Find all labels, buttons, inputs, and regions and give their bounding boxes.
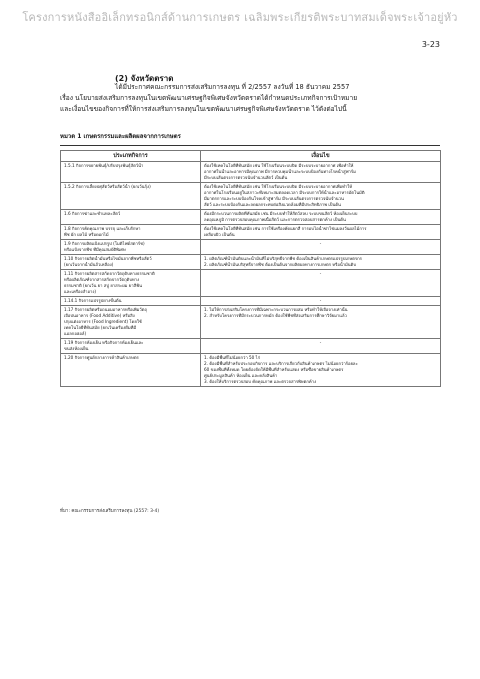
business-type-text: หรือผลิตภัณฑ์จากสารสกัดจากวัตถุดิบทาง: [64, 277, 140, 282]
business-type-text: แอลกอฮอล์): [64, 331, 87, 336]
condition-cell: [201, 297, 441, 306]
intro-line: เรื่อง นโยบายส่งเสริมการลงทุนในเขตพัฒนาเศรษฐกิจพิเศษจังหวัดตราดได้กำหนดประเภทกิจการเป้าหมาย: [60, 94, 358, 102]
business-type-cell: [61, 270, 201, 297]
business-type-cell: [61, 255, 201, 270]
condition-cell: [201, 210, 441, 225]
page-number: 3-23: [421, 40, 440, 49]
table-title-text: หมวด 1 เกษตรกรรมและผลิตผลจากการเกษตร: [60, 133, 181, 140]
condition-cell: [201, 270, 441, 297]
condition-cell: [201, 339, 441, 354]
title-rule: [60, 145, 440, 146]
condition-cell: [201, 354, 441, 387]
business-type-cell: [61, 210, 201, 225]
condition-text: ต้องใช้เทคโนโลยีที่ทันสมัย เช่น ใช้โรงเรือนระบบปิด มีระบบระบายอากาศ เพื่อทำให้: [204, 163, 354, 168]
business-type-text: 1.9 กิจการผลิตแป้งแปรรูป (โมดิไฟด์สตาร์ช): [64, 241, 145, 246]
business-type-text: ขนส่งห้องเย็น: [64, 346, 89, 351]
condition-text: มีมาตรการและระบบป้องกันโรคเข้าสู่ฟาร์ม มีระบบเส้นตรงการตรวจนับจำนวน: [204, 196, 344, 201]
business-type-cell: [61, 306, 201, 339]
business-type-text: 1.5.1 กิจการขยายพันธุ์/ปรับปรุงพันธุ์สัตว์น้ำ: [64, 163, 144, 168]
header-conditions: เงื่อนไข: [201, 151, 441, 162]
table-row: [61, 183, 441, 210]
business-type-cell: [61, 162, 201, 183]
table-row: [61, 270, 441, 297]
table-row: [61, 225, 441, 240]
table-row: [61, 306, 441, 339]
intro-line: ได้มีประกาศคณะกรรมการส่งเสริมการลงทุน ที่ 2/2557 ลงวันที่ 18 ธันวาคม 2557: [115, 83, 350, 91]
table-row: [61, 297, 441, 306]
condition-cell: [201, 162, 441, 183]
business-type-text: (ยกเว้นจากน้ำมันถั่วเหลือง): [64, 262, 114, 267]
business-type-cell: [61, 183, 201, 210]
condition-text: 2. สำหรับโครงการที่มีกระบวนการหมัก ต้องใช้พืชที่ส่งเสริมการศึกษาวิจัยมาแล้ว: [204, 313, 347, 318]
business-type-text: 1.5.2 กิจการเลี้ยงปศุสัตว์หรือสัตว์น้ำ (ยกเว้นกุ้ง): [64, 184, 151, 189]
condition-text: -: [319, 298, 322, 303]
business-type-text: ธรรมชาติ (ยกเว้น ยา สบู่ ยาสระผม ยาสีฟัน: [64, 283, 142, 288]
business-type-cell: [61, 339, 201, 354]
business-type-text: 1.10 กิจการผลิตน้ำมันหรือไขมันจากพืชหรือสัตว์: [64, 256, 152, 261]
header-business-type: ประเภทกิจการ: [61, 151, 201, 162]
table-row: [61, 162, 441, 183]
condition-text: ต้องมีกระบวนการผลิตที่ทันสมัย เช่น มีระบบทำให้สัตว์สลบ ระบบขนสัตว์ ห้องเย็นระบบ: [204, 211, 358, 216]
business-type-text: 1.17 กิจการผลิตหรือถนอมอาหารหรือเพิ่มวัตถุ: [64, 307, 148, 312]
business-type-text: เจือปนอาหาร (Food Additive) หรือสิ่ง: [64, 313, 135, 318]
condition-text: อากาศในน้ำและอาหารมีคุณภาพ มีการควบคุมน้ำและระบบป้องกันทางโรคน้ำสู่ฟาร์ม: [204, 169, 356, 174]
business-type-text: 1.14.1 กิจการแปรรูปยางขั้นต้น: [64, 298, 122, 303]
business-type-cell: [61, 225, 201, 240]
condition-text: -: [319, 241, 322, 246]
business-type-cell: [61, 297, 201, 306]
condition-text: เคลือบผิว เป็นต้น: [204, 232, 235, 237]
intro-paragraph: [60, 82, 440, 115]
condition-text: มีระบบเส้นตรงการตรวจนับจำนวนสัตว์ เป็นต้น: [204, 175, 288, 180]
business-type-text: พืช ผัก ผลไม้ หรือดอกไม้: [64, 232, 109, 237]
table-row: [61, 255, 441, 270]
condition-cell: [201, 255, 441, 270]
condition-text: ศูนย์ประมูลสินค้า ห้องเย็น และคลังสินค้า: [204, 373, 278, 378]
condition-text: 3. ต้องให้บริการตรวจสอบ คัดคุณภาพ และตรวจสารพิษตกค้าง: [204, 379, 317, 384]
business-type-text: 1.6 กิจการฆ่าและชำแหละสัตว์: [64, 211, 121, 216]
condition-cell: [201, 225, 441, 240]
condition-text: 1. ต้องมีพื้นที่ไม่น้อยกว่า 50 ไร่: [204, 355, 261, 360]
business-type-text: หรือแป้งจากพืช ที่มีคุณสมบัติพิเศษ: [64, 247, 126, 252]
table-row: [61, 354, 441, 387]
condition-text: 1. ไม่ให้การส่งเสริมโครงการที่มีเฉพาะกระบวนการผสม หรือทำให้เจือจางเท่านั้น: [204, 307, 348, 312]
business-type-text: 1.19 กิจการห้องเย็น หรือกิจการห้องเย็นและ: [64, 340, 144, 345]
section-heading: (2) จังหวัดตราด: [115, 74, 174, 83]
condition-text: 2. ต้องมีพื้นที่สำหรับประกอบกิจการ และบริการเกี่ยวกับสินค้าเกษตร ไม่น้อยกว่าร้อยละ: [204, 361, 358, 366]
condition-text: 2. ผลิตภัณฑ์น้ำมันบริสุทธิ์จากพืช ต้องเป็นต้นจากผลิตผลทางการเกษตร หรือน้ำมันดิบ: [204, 262, 357, 267]
table-row: [61, 240, 441, 255]
business-type-text: ปรุงแต่งอาหาร (Food Ingredient) โดยใช้: [64, 319, 142, 324]
business-type-cell: [61, 354, 201, 387]
intro-line: และเงื่อนไขของกิจการที่ให้การส่งเสริมการลงทุนในเขตพัฒนาเศรษฐกิจพิเศษจังหวัดตราด ไว้ดังต่อไปนี้: [60, 105, 347, 113]
condition-text: ลดอุณหภูมิ การตรวจสอบคุณภาพเนื้อสัตว์ และการตรวจสอบสารตกค้าง เป็นต้น: [204, 217, 346, 222]
business-type-text: 1.11 กิจการผลิตสารสกัดจากวัตถุดิบทางธรรมชาติ: [64, 271, 155, 276]
watermark: โครงการหนังสืออิเล็กทรอนิกส์ด้านการเกษตร เฉลิมพระเกียรติพระบาทสมเด็จพระเจ้าอยู่หัว: [22, 11, 458, 24]
condition-cell: [201, 183, 441, 210]
condition-text: -: [319, 340, 322, 345]
table-row: [61, 339, 441, 354]
conditions-table: [60, 150, 441, 387]
condition-text: 60 ของพื้นที่ทั้งหมด โดยต้องจัดให้มีพื้นที่สำหรับแสดง หรือซื้อขายสินค้าเกษตร: [204, 367, 344, 372]
table-body: [61, 162, 441, 387]
business-type-text: 1.8 กิจการคัดคุณภาพ บรรจุ และเก็บรักษา: [64, 226, 141, 231]
table-header-row: [61, 151, 441, 162]
condition-text: ต้องใช้เทคโนโลยีที่ทันสมัย เช่น การใช้เครื่องคัดแยกสี การอบไอน้ำฆ่าไข่แมลงวันผลไม้การ: [204, 226, 367, 231]
source-footnote: ที่มา: คณะกรรมการส่งเสริมการลงทุน (2557: 3-4): [60, 509, 160, 514]
business-type-text: 1.20 กิจการศูนย์กลางการค้าสินค้าเกษตร: [64, 355, 139, 360]
condition-text: ต้องใช้เทคโนโลยีที่ทันสมัย เช่น ใช้โรงเรือนระบบปิด มีระบบระบายอากาศเพื่อทำให้: [204, 184, 353, 189]
condition-text: สัตว์ และระบบป้องกันและลดผลกระทบต่อสิ่งแวดล้อมที่มีประสิทธิภาพ เป็นต้น: [204, 202, 341, 207]
condition-text: 1. ผลิตภัณฑ์น้ำมันดิบและน้ำมันที่ไม่บริสุทธิ์จากพืช ต้องเป็นสินค้าเกษตรแปรรูปเกษตรกร: [204, 256, 362, 261]
business-type-text: และเครื่องสำอาง): [64, 289, 97, 294]
condition-cell: [201, 240, 441, 255]
business-type-text: เทคโนโลยีที่ทันสมัย (ยกเว้นเครื่องดื่มที่มี: [64, 325, 137, 330]
condition-cell: [201, 306, 441, 339]
table-row: [61, 210, 441, 225]
business-type-cell: [61, 240, 201, 255]
table-title: [60, 131, 440, 146]
condition-text: -: [319, 271, 322, 276]
condition-text: อากาศในโรงเรือนอยู่ในสภาวะที่เหมาะสมตลอดเวลา มีระบบการให้น้ำและอาหารอัตโนมัติ: [204, 190, 365, 195]
